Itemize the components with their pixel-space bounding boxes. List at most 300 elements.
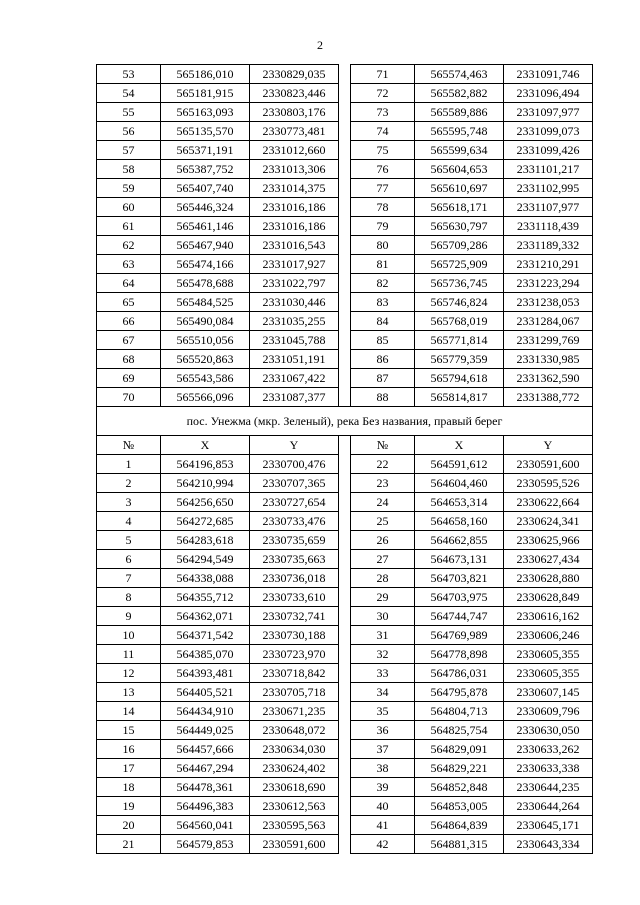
column-gap (339, 179, 351, 198)
x-coordinate-cell: 564457,666 (161, 740, 250, 759)
point-number-cell: 12 (97, 664, 161, 683)
table-row (97, 274, 593, 293)
point-number-cell: 11 (97, 645, 161, 664)
y-coordinate-cell: 2330733,610 (250, 588, 339, 607)
table-row (97, 84, 593, 103)
y-coordinate-cell: 2331013,306 (250, 160, 339, 179)
column-gap (339, 531, 351, 550)
table-row (97, 512, 593, 531)
y-coordinate-cell: 2330625,966 (504, 531, 593, 550)
x-coordinate-cell: 564829,221 (415, 759, 504, 778)
point-number-cell: 2 (97, 474, 161, 493)
y-coordinate-cell: 2331099,073 (504, 122, 593, 141)
point-number-cell: 64 (97, 274, 161, 293)
table-row (97, 664, 593, 683)
point-number-cell: 17 (97, 759, 161, 778)
x-coordinate-cell: 565814,817 (415, 388, 504, 407)
column-gap (339, 702, 351, 721)
column-gap (339, 550, 351, 569)
x-coordinate-cell: 565387,752 (161, 160, 250, 179)
x-coordinate-cell: 564467,294 (161, 759, 250, 778)
point-number-cell: 56 (97, 122, 161, 141)
column-gap (339, 65, 351, 84)
y-coordinate-cell: 2330628,880 (504, 569, 593, 588)
y-coordinate-cell: 2330618,690 (250, 778, 339, 797)
y-coordinate-cell: 2331087,377 (250, 388, 339, 407)
y-coordinate-cell: 2331118,439 (504, 217, 593, 236)
column-gap (339, 436, 351, 455)
y-coordinate-cell: 2330616,162 (504, 607, 593, 626)
y-coordinate-cell: 2330622,664 (504, 493, 593, 512)
point-number-cell: 79 (351, 217, 415, 236)
y-coordinate-cell: 2330735,659 (250, 531, 339, 550)
x-coordinate-cell: 564560,041 (161, 816, 250, 835)
column-gap (339, 103, 351, 122)
x-coordinate-cell: 564272,685 (161, 512, 250, 531)
y-coordinate-cell: 2330671,235 (250, 702, 339, 721)
y-coordinate-cell: 2330634,030 (250, 740, 339, 759)
point-number-cell: 53 (97, 65, 161, 84)
point-number-cell: 36 (351, 721, 415, 740)
point-number-cell: 75 (351, 141, 415, 160)
y-coordinate-cell: 2330591,600 (250, 835, 339, 854)
point-number-cell: 59 (97, 179, 161, 198)
y-coordinate-cell: 2330730,188 (250, 626, 339, 645)
y-coordinate-cell: 2331107,977 (504, 198, 593, 217)
point-number-cell: 73 (351, 103, 415, 122)
y-coordinate-cell: 2331016,186 (250, 198, 339, 217)
point-number-cell: 86 (351, 350, 415, 369)
point-number-cell: 62 (97, 236, 161, 255)
y-coordinate-cell: 2330628,849 (504, 588, 593, 607)
x-coordinate-cell: 564853,005 (415, 797, 504, 816)
point-number-cell: 63 (97, 255, 161, 274)
y-coordinate-cell: 2330607,145 (504, 683, 593, 702)
column-gap (339, 493, 351, 512)
table-row (97, 350, 593, 369)
x-coordinate-cell: 564744,747 (415, 607, 504, 626)
point-number-cell: 33 (351, 664, 415, 683)
y-coordinate-cell: 2330733,476 (250, 512, 339, 531)
y-coordinate-cell: 2331223,294 (504, 274, 593, 293)
column-gap (339, 350, 351, 369)
table-row (97, 797, 593, 816)
x-coordinate-cell: 564478,361 (161, 778, 250, 797)
x-coordinate-cell: 565746,824 (415, 293, 504, 312)
table-row (97, 721, 593, 740)
x-coordinate-cell: 564591,612 (415, 455, 504, 474)
y-coordinate-cell: 2330605,355 (504, 645, 593, 664)
point-number-cell: 28 (351, 569, 415, 588)
x-coordinate-cell: 565630,797 (415, 217, 504, 236)
point-number-cell: 87 (351, 369, 415, 388)
column-gap (339, 312, 351, 331)
column-gap (339, 84, 351, 103)
column-gap (339, 255, 351, 274)
y-coordinate-cell: 2330823,446 (250, 84, 339, 103)
y-coordinate-cell: 2330605,355 (504, 664, 593, 683)
y-coordinate-cell: 2331097,977 (504, 103, 593, 122)
column-gap (339, 626, 351, 645)
y-coordinate-cell: 2331101,217 (504, 160, 593, 179)
y-coordinate-cell: 2330645,171 (504, 816, 593, 835)
x-coordinate-cell: 565618,171 (415, 198, 504, 217)
x-coordinate-cell: 564795,878 (415, 683, 504, 702)
table-row (97, 569, 593, 588)
table-row (97, 331, 593, 350)
x-coordinate-cell: 564405,521 (161, 683, 250, 702)
y-coordinate-cell: 2331014,375 (250, 179, 339, 198)
y-coordinate-cell: 2331012,660 (250, 141, 339, 160)
y-coordinate-cell: 2331017,927 (250, 255, 339, 274)
x-coordinate-cell: 564769,989 (415, 626, 504, 645)
y-coordinate-cell: 2330627,434 (504, 550, 593, 569)
x-coordinate-cell: 564196,853 (161, 455, 250, 474)
x-coordinate-cell: 565574,463 (415, 65, 504, 84)
point-number-cell: 19 (97, 797, 161, 816)
column-header-x-coordinate: X (161, 436, 250, 455)
y-coordinate-cell: 2331330,985 (504, 350, 593, 369)
table-row (97, 312, 593, 331)
x-coordinate-cell: 564385,070 (161, 645, 250, 664)
y-coordinate-cell: 2330736,018 (250, 569, 339, 588)
x-coordinate-cell: 565520,863 (161, 350, 250, 369)
x-coordinate-cell: 565709,286 (415, 236, 504, 255)
point-number-cell: 10 (97, 626, 161, 645)
point-number-cell: 26 (351, 531, 415, 550)
table-row (97, 122, 593, 141)
x-coordinate-cell: 564210,994 (161, 474, 250, 493)
x-coordinate-cell: 565543,586 (161, 369, 250, 388)
x-coordinate-cell: 564496,383 (161, 797, 250, 816)
x-coordinate-cell: 564283,618 (161, 531, 250, 550)
y-coordinate-cell: 2330700,476 (250, 455, 339, 474)
table-row (97, 236, 593, 255)
column-gap (339, 369, 351, 388)
column-gap (339, 293, 351, 312)
table-row (97, 816, 593, 835)
point-number-cell: 8 (97, 588, 161, 607)
point-number-cell: 6 (97, 550, 161, 569)
table-row (97, 531, 593, 550)
point-number-cell: 9 (97, 607, 161, 626)
x-coordinate-cell: 565467,940 (161, 236, 250, 255)
point-number-cell: 74 (351, 122, 415, 141)
point-number-cell: 67 (97, 331, 161, 350)
y-coordinate-cell: 2331210,291 (504, 255, 593, 274)
point-number-cell: 1 (97, 455, 161, 474)
column-gap (339, 569, 351, 588)
point-number-cell: 7 (97, 569, 161, 588)
x-coordinate-cell: 564362,071 (161, 607, 250, 626)
y-coordinate-cell: 2330612,563 (250, 797, 339, 816)
x-coordinate-cell: 564449,025 (161, 721, 250, 740)
column-gap (339, 645, 351, 664)
y-coordinate-cell: 2330591,600 (504, 455, 593, 474)
table-row (97, 160, 593, 179)
y-coordinate-cell: 2330773,481 (250, 122, 339, 141)
y-coordinate-cell: 2330633,338 (504, 759, 593, 778)
table-row (97, 217, 593, 236)
point-number-cell: 35 (351, 702, 415, 721)
y-coordinate-cell: 2331099,426 (504, 141, 593, 160)
point-number-cell: 80 (351, 236, 415, 255)
y-coordinate-cell: 2331022,797 (250, 274, 339, 293)
column-gap (339, 160, 351, 179)
point-number-cell: 34 (351, 683, 415, 702)
point-number-cell: 29 (351, 588, 415, 607)
table-row (97, 369, 593, 388)
x-coordinate-cell: 565484,525 (161, 293, 250, 312)
point-number-cell: 57 (97, 141, 161, 160)
point-number-cell: 69 (97, 369, 161, 388)
column-header-x-coordinate: X (415, 436, 504, 455)
x-coordinate-cell: 564434,910 (161, 702, 250, 721)
x-coordinate-cell: 564703,975 (415, 588, 504, 607)
column-gap (339, 512, 351, 531)
y-coordinate-cell: 2331035,255 (250, 312, 339, 331)
y-coordinate-cell: 2330829,035 (250, 65, 339, 84)
x-coordinate-cell: 564604,460 (415, 474, 504, 493)
section-title: пос. Унежма (мкр. Зеленый), река Без названия, правый берег (97, 407, 593, 436)
column-header-y-coordinate: Y (250, 436, 339, 455)
point-number-cell: 88 (351, 388, 415, 407)
x-coordinate-cell: 565794,618 (415, 369, 504, 388)
x-coordinate-cell: 565725,909 (415, 255, 504, 274)
x-coordinate-cell: 564658,160 (415, 512, 504, 531)
x-coordinate-cell: 565371,191 (161, 141, 250, 160)
x-coordinate-cell: 565599,634 (415, 141, 504, 160)
y-coordinate-cell: 2330624,402 (250, 759, 339, 778)
x-coordinate-cell: 565610,697 (415, 179, 504, 198)
point-number-cell: 38 (351, 759, 415, 778)
point-number-cell: 15 (97, 721, 161, 740)
column-gap (339, 664, 351, 683)
table-row (97, 103, 593, 122)
x-coordinate-cell: 565604,653 (415, 160, 504, 179)
x-coordinate-cell: 565566,096 (161, 388, 250, 407)
point-number-cell: 14 (97, 702, 161, 721)
x-coordinate-cell: 564355,712 (161, 588, 250, 607)
y-coordinate-cell: 2331299,769 (504, 331, 593, 350)
table-row (97, 626, 593, 645)
y-coordinate-cell: 2330644,264 (504, 797, 593, 816)
x-coordinate-cell: 564864,839 (415, 816, 504, 835)
y-coordinate-cell: 2331388,772 (504, 388, 593, 407)
point-number-cell: 82 (351, 274, 415, 293)
point-number-cell: 70 (97, 388, 161, 407)
x-coordinate-cell: 564786,031 (415, 664, 504, 683)
y-coordinate-cell: 2330633,262 (504, 740, 593, 759)
column-gap (339, 816, 351, 835)
table-row (97, 255, 593, 274)
x-coordinate-cell: 564393,481 (161, 664, 250, 683)
x-coordinate-cell: 565582,882 (415, 84, 504, 103)
point-number-cell: 66 (97, 312, 161, 331)
table-row (97, 493, 593, 512)
table-row (97, 455, 593, 474)
x-coordinate-cell: 564579,853 (161, 835, 250, 854)
x-coordinate-cell: 565446,324 (161, 198, 250, 217)
table-row (97, 293, 593, 312)
x-coordinate-cell: 564703,821 (415, 569, 504, 588)
table-row (97, 388, 593, 407)
y-coordinate-cell: 2330648,072 (250, 721, 339, 740)
column-gap (339, 759, 351, 778)
point-number-cell: 65 (97, 293, 161, 312)
coordinates-table (96, 64, 593, 854)
y-coordinate-cell: 2330727,654 (250, 493, 339, 512)
page-number: 2 (317, 38, 323, 52)
x-coordinate-cell: 564673,131 (415, 550, 504, 569)
x-coordinate-cell: 565461,146 (161, 217, 250, 236)
column-gap (339, 217, 351, 236)
point-number-cell: 21 (97, 835, 161, 854)
point-number-cell: 68 (97, 350, 161, 369)
point-number-cell: 27 (351, 550, 415, 569)
point-number-cell: 61 (97, 217, 161, 236)
column-header-point-number: № (351, 436, 415, 455)
y-coordinate-cell: 2331362,590 (504, 369, 593, 388)
table-row (97, 778, 593, 797)
point-number-cell: 76 (351, 160, 415, 179)
y-coordinate-cell: 2331067,422 (250, 369, 339, 388)
point-number-cell: 3 (97, 493, 161, 512)
y-coordinate-cell: 2331051,191 (250, 350, 339, 369)
point-number-cell: 24 (351, 493, 415, 512)
table-row (97, 740, 593, 759)
point-number-cell: 54 (97, 84, 161, 103)
y-coordinate-cell: 2331238,053 (504, 293, 593, 312)
x-coordinate-cell: 564294,549 (161, 550, 250, 569)
x-coordinate-cell: 564256,650 (161, 493, 250, 512)
point-number-cell: 18 (97, 778, 161, 797)
y-coordinate-cell: 2331284,067 (504, 312, 593, 331)
x-coordinate-cell: 565771,814 (415, 331, 504, 350)
table-row (97, 588, 593, 607)
point-number-cell: 42 (351, 835, 415, 854)
x-coordinate-cell: 564778,898 (415, 645, 504, 664)
y-coordinate-cell: 2331016,186 (250, 217, 339, 236)
table-row (97, 198, 593, 217)
y-coordinate-cell: 2330595,563 (250, 816, 339, 835)
x-coordinate-cell: 564653,314 (415, 493, 504, 512)
x-coordinate-cell: 564829,091 (415, 740, 504, 759)
column-gap (339, 835, 351, 854)
y-coordinate-cell: 2330718,842 (250, 664, 339, 683)
point-number-cell: 13 (97, 683, 161, 702)
x-coordinate-cell: 565163,093 (161, 103, 250, 122)
point-number-cell: 40 (351, 797, 415, 816)
header-row (97, 436, 593, 455)
point-number-cell: 55 (97, 103, 161, 122)
x-coordinate-cell: 564338,088 (161, 569, 250, 588)
column-gap (339, 274, 351, 293)
y-coordinate-cell: 2331096,494 (504, 84, 593, 103)
y-coordinate-cell: 2331102,995 (504, 179, 593, 198)
x-coordinate-cell: 565779,359 (415, 350, 504, 369)
x-coordinate-cell: 565181,915 (161, 84, 250, 103)
y-coordinate-cell: 2331016,543 (250, 236, 339, 255)
point-number-cell: 5 (97, 531, 161, 550)
column-gap (339, 122, 351, 141)
y-coordinate-cell: 2330606,246 (504, 626, 593, 645)
point-number-cell: 58 (97, 160, 161, 179)
x-coordinate-cell: 565736,745 (415, 274, 504, 293)
coordinates-table-body (97, 65, 593, 854)
point-number-cell: 39 (351, 778, 415, 797)
x-coordinate-cell: 565595,748 (415, 122, 504, 141)
column-gap (339, 797, 351, 816)
x-coordinate-cell: 565589,886 (415, 103, 504, 122)
y-coordinate-cell: 2330643,334 (504, 835, 593, 854)
point-number-cell: 71 (351, 65, 415, 84)
y-coordinate-cell: 2330630,050 (504, 721, 593, 740)
y-coordinate-cell: 2330609,796 (504, 702, 593, 721)
point-number-cell: 16 (97, 740, 161, 759)
x-coordinate-cell: 564804,713 (415, 702, 504, 721)
x-coordinate-cell: 565474,166 (161, 255, 250, 274)
y-coordinate-cell: 2331030,446 (250, 293, 339, 312)
point-number-cell: 77 (351, 179, 415, 198)
table-row (97, 645, 593, 664)
y-coordinate-cell: 2330624,341 (504, 512, 593, 531)
column-gap (339, 474, 351, 493)
x-coordinate-cell: 565490,084 (161, 312, 250, 331)
table-row (97, 683, 593, 702)
table-row (97, 65, 593, 84)
column-gap (339, 588, 351, 607)
x-coordinate-cell: 565478,688 (161, 274, 250, 293)
x-coordinate-cell: 565768,019 (415, 312, 504, 331)
column-header-y-coordinate: Y (504, 436, 593, 455)
y-coordinate-cell: 2330644,235 (504, 778, 593, 797)
table-row (97, 607, 593, 626)
table-row (97, 702, 593, 721)
column-gap (339, 331, 351, 350)
y-coordinate-cell: 2330732,741 (250, 607, 339, 626)
y-coordinate-cell: 2331189,332 (504, 236, 593, 255)
point-number-cell: 60 (97, 198, 161, 217)
x-coordinate-cell: 564825,754 (415, 721, 504, 740)
point-number-cell: 32 (351, 645, 415, 664)
point-number-cell: 78 (351, 198, 415, 217)
x-coordinate-cell: 565510,056 (161, 331, 250, 350)
column-gap (339, 236, 351, 255)
point-number-cell: 30 (351, 607, 415, 626)
x-coordinate-cell: 565407,740 (161, 179, 250, 198)
table-row (97, 759, 593, 778)
point-number-cell: 83 (351, 293, 415, 312)
point-number-cell: 85 (351, 331, 415, 350)
y-coordinate-cell: 2330735,663 (250, 550, 339, 569)
column-gap (339, 455, 351, 474)
column-gap (339, 141, 351, 160)
point-number-cell: 25 (351, 512, 415, 531)
point-number-cell: 4 (97, 512, 161, 531)
table-row (97, 474, 593, 493)
y-coordinate-cell: 2330595,526 (504, 474, 593, 493)
table-row (97, 141, 593, 160)
table-row (97, 550, 593, 569)
column-gap (339, 198, 351, 217)
y-coordinate-cell: 2331091,746 (504, 65, 593, 84)
x-coordinate-cell: 565186,010 (161, 65, 250, 84)
y-coordinate-cell: 2330707,365 (250, 474, 339, 493)
column-gap (339, 778, 351, 797)
column-gap (339, 683, 351, 702)
section-title-row (97, 407, 593, 436)
